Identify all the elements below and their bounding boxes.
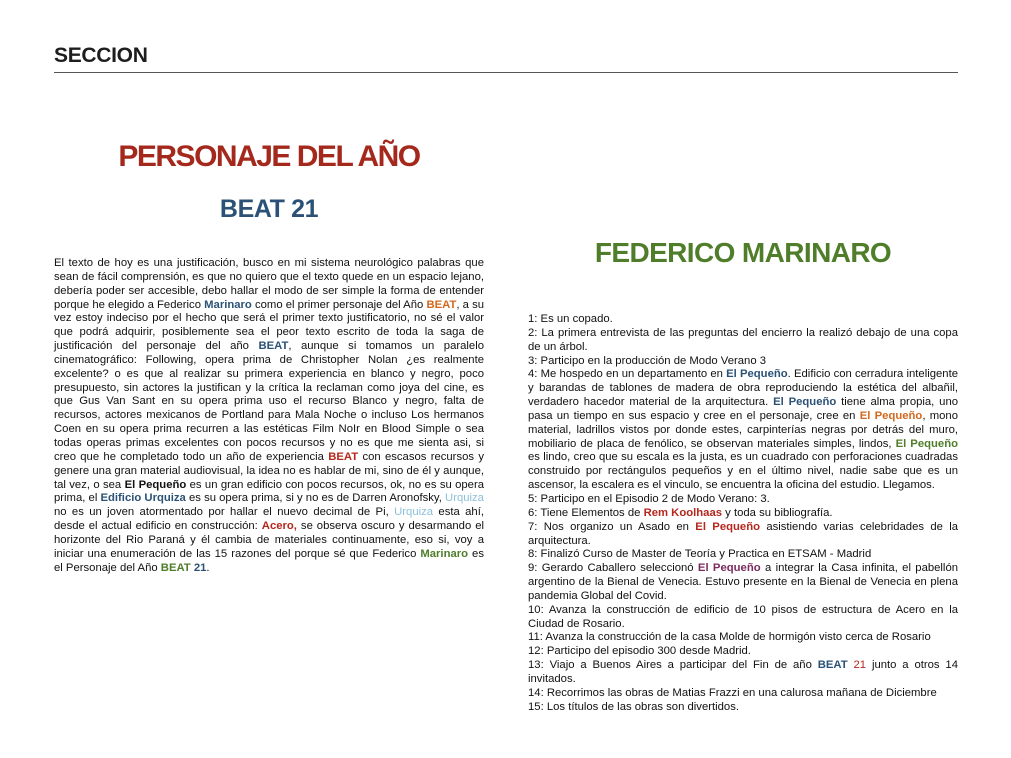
highlight-acero: Acero, [261, 520, 297, 533]
person-name-title: FEDERICO MARINARO [594, 237, 892, 268]
reason-4 [528, 368, 958, 493]
highlight-beat: BEAT [426, 298, 457, 311]
text-segment: . Edificio con cerradura inteligente y barandas de tablones de madera de obra reproduciendo la estética del albañil, verdadero hacedor material de la arquitectura. [528, 368, 958, 409]
reason-2: 2: La primera entrevista de las preguntas del encierro la realizó debajo de una copa de un árbol. [528, 326, 958, 353]
text-segment: y toda su bibliografía. [722, 506, 833, 519]
reason-8: 8: Finalizó Curso de Master de Teoría y Practica en ETSAM - Madrid [528, 548, 872, 561]
highlight-marinaro: Marinaro [420, 547, 469, 560]
text-segment: 7: Nos organizo un Asado en [528, 520, 696, 533]
highlight-21: 21 [847, 659, 867, 672]
reason-13 [528, 659, 958, 687]
header-divider [54, 72, 958, 73]
highlight-21: 21 [190, 561, 207, 574]
reason-3: 3: Participo en la producción de Modo Verano 3 [528, 354, 767, 367]
text-segment: 6: Tiene Elementos de [528, 506, 644, 519]
main-title: PERSONAJE DEL AÑO [118, 140, 420, 173]
text-segment: 9: Gerardo Caballero seleccionó [528, 562, 698, 575]
highlight-beat: BEAT [328, 450, 359, 463]
text-segment: . [206, 561, 210, 574]
reason-9 [528, 562, 958, 604]
highlight-rem-koolhaas: Rem Koolhaas [643, 506, 723, 519]
text-segment: a integrar la Casa infinita, el pabellón argentino de la Bienal de Venecia. Estuvo presente en la Bienal de Venecia en plena pandemia Global del Covid. [528, 562, 959, 602]
text-segment: es lindo, creo que su escala es la justa, es un cuadrado con perforaciones cuadradas construido por rectángulos pequeños y en el último nivel, nadie sabe que es un ascensor, la escalera es el vinculo, se encuentra la oficina del estudio. Llegamos. [528, 451, 958, 492]
reason-14: 14: Recorrimos las obras de Matias Frazzi en una calurosa mañana de Diciembre [528, 686, 937, 699]
highlight-urquiza: Urquiza [394, 506, 434, 519]
text-segment: como el primer personaje del Año [251, 298, 427, 311]
section-title: SECCION [54, 44, 148, 67]
text-segment: con escasos recursos y genere una gran material audiovisual, la idea no es hablar de mi, sino de él y aunque, tal vez, o sea [54, 450, 484, 491]
highlight-el-pequeno: El Pequeño [124, 478, 187, 491]
highlight-el-pequeno: El Pequeño [697, 562, 761, 575]
highlight-beat: BEAT [160, 561, 191, 574]
reason-1: 1: Es un copado. [528, 313, 613, 325]
text-segment: es el Personaje del Año [54, 547, 484, 574]
highlight-beat: BEAT [258, 340, 289, 353]
reasons-list [528, 313, 958, 714]
text-segment: junto a otros 14 invitados. [528, 659, 958, 685]
justification-text [54, 257, 484, 575]
reason-12: 12: Participo del episodio 300 desde Madrid. [528, 645, 751, 658]
text-segment: 4: Me hospedo en un departamento en [528, 368, 727, 381]
text-segment: es su opera prima, si y no es de Darren Aronofsky, [185, 492, 446, 505]
highlight-el-pequeno: El Pequeño [773, 396, 837, 409]
text-segment: El texto de hoy es una justificación, busco en mi sistema neurológico palabras que sean de fácil comprensión, es que no quiero que el texto quede en un espacio lejano, debería poder ser accesible, debo hallar el modo de ser simple la forma de entender porque he elegido a Federico [54, 257, 484, 311]
text-segment: , a su vez estoy indeciso por el hecho que será el primer texto justificatorio, no sé el valor que podrá adquirir, posiblemente sea el peor texto escrito de toda la saga de justificación del personaje del año [54, 298, 484, 353]
text-segment: asistiendo varias celebridades de la arquitectura. [528, 520, 959, 547]
highlight-el-pequeno: El Pequeño [895, 437, 958, 450]
reason-10: 10: Avanza la construcción de edificio de 10 pisos de estructura de Acero en la Ciudad de Rosario. [528, 603, 958, 630]
text-segment: tiene alma propia, uno pasa un tiempo en sus espacio y cree en el personaje, cree en [528, 396, 959, 422]
text-segment: 13: Viajo a Buenos Aires a participar del Fin de año [528, 659, 818, 672]
highlight-urquiza: Urquiza [445, 492, 484, 505]
highlight-edificio-urquiza: Edificio Urquiza [100, 492, 186, 505]
highlight-marinaro: Marinaro [204, 298, 252, 311]
highlight-beat: BEAT [817, 659, 848, 672]
text-segment: no es un joven atormentado por hallar el nuevo decimal de Pi, [54, 506, 395, 519]
reason-7 [528, 521, 958, 549]
highlight-el-pequeno: El Pequeño [726, 368, 788, 381]
reason-11: 11: Avanza la construcción de la casa Molde de hormigón visto cerca de Rosario [528, 631, 931, 644]
highlight-el-pequeno: El Pequeño [695, 520, 760, 533]
text-segment: se observa oscuro y desarmando el horizonte del Rio Paraná y él cambia de materiales continuamente, eso si, voy a iniciar una enumeración de las 15 razones del porque sé que Federico [54, 520, 484, 560]
reason-15: 15: Los títulos de las obras son divertidos. [528, 700, 739, 713]
text-segment: , mono material, ladrillos vistos por donde estes, carpinterías negras por detrás del muro, mobiliario de placa de fenólico, se observan materiales simples, lindos, [528, 409, 958, 450]
reason-5: 5: Participo en el Episodio 2 de Modo Verano: 3. [528, 492, 770, 505]
text-segment: , aunque si tomamos un paralelo cinematográfico: Following, opera prima de Christopher Nolan ¿es realmente excelente? o es que al realizar su primera experiencia en blanco y negro, poco presupuesto, sin actores la justifican y la crítica la reclaman como joya del cine, es que Gus Van Sant en su opera prima uso el recurso Blanco y negro, falta de recursos, actores mexicanos de Portland para Mala Noche o incluso Los hermanos Coen en su opera prima recurren a las estéticas Film NoIr en Blood Simple o sea todas operas primas excelentes con pocos recursos y no es que me sienta asi, si creo que he completado todo un año de experiencia [54, 340, 484, 463]
text-segment: esta ahí, desde el actual edificio en construcción: [54, 506, 484, 533]
text-segment: es un gran edificio con pocos recursos, ok, no es su opera prima, el [54, 478, 484, 505]
reason-6 [528, 507, 958, 521]
highlight-el-pequeno: El Pequeño [859, 409, 923, 422]
subtitle: BEAT 21 [219, 195, 319, 223]
